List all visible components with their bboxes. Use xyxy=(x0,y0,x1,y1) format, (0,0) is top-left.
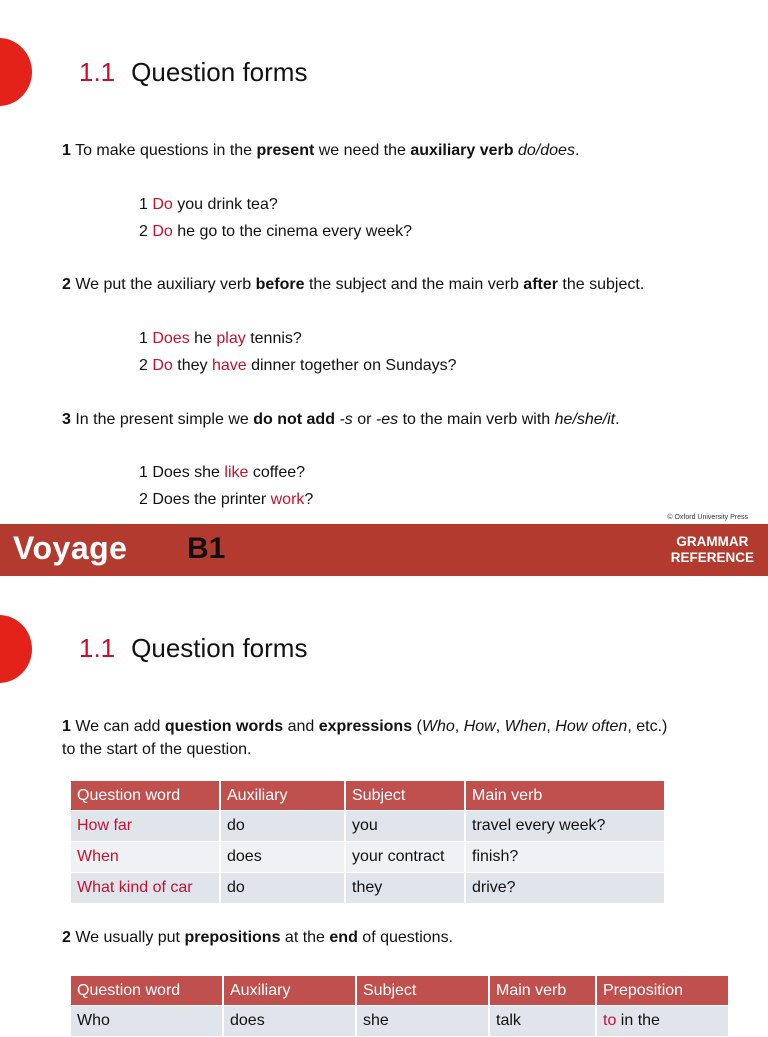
rule-text: or xyxy=(352,411,376,428)
example-text: he xyxy=(189,330,217,347)
rule-number: 3 xyxy=(62,411,71,428)
rule-keyword: auxiliary verb xyxy=(410,142,514,159)
rule-keyword: prepositions xyxy=(184,929,281,946)
example-text: tennis? xyxy=(245,330,302,347)
table-header: Preposition xyxy=(597,976,728,1005)
table-cell: do xyxy=(221,873,344,903)
rule-line xyxy=(62,715,667,738)
level-label: B1 xyxy=(187,532,226,565)
table-header: Auxiliary xyxy=(221,781,344,810)
table-row xyxy=(71,873,664,903)
table-cell: do xyxy=(221,811,344,841)
page-title xyxy=(79,57,307,88)
example-verb: work xyxy=(270,490,305,508)
rule-keyword: present xyxy=(256,142,315,159)
grammar-reference-label xyxy=(671,534,754,566)
rule-text: We usually put xyxy=(70,929,185,946)
preposition-word: to xyxy=(603,1012,617,1029)
copyright-notice: © Oxford University Press xyxy=(667,514,748,521)
prepositions-table xyxy=(69,975,730,1037)
example-line xyxy=(139,487,313,514)
table-header: Subject xyxy=(346,781,464,810)
section-title: Question forms xyxy=(131,633,308,663)
example-text: 1 Does she xyxy=(139,464,225,481)
rule-text: , xyxy=(454,718,464,735)
table-cell: What kind of car xyxy=(71,873,219,903)
section-marker-dot xyxy=(0,615,32,683)
rule-number: 1 xyxy=(62,718,71,735)
example-verb: like xyxy=(224,464,249,481)
rule-keyword: before xyxy=(255,276,305,293)
rule-text: We can add xyxy=(70,718,165,735)
rule-text: , xyxy=(546,718,556,735)
table-cell: you xyxy=(346,811,464,841)
table-row xyxy=(71,842,664,872)
table-row xyxy=(71,1006,728,1036)
rule-italic: When xyxy=(504,718,547,735)
table-row xyxy=(71,811,664,841)
example-text: you drink tea? xyxy=(172,196,278,213)
page-title xyxy=(79,633,307,664)
table-header-row xyxy=(71,781,664,810)
table-cell: your contract xyxy=(346,842,464,872)
question-words-table xyxy=(69,780,666,904)
example-auxiliary: Do xyxy=(152,356,173,374)
example-number: 1 xyxy=(139,330,153,347)
example-number: 1 xyxy=(139,196,153,213)
example-number: 2 xyxy=(139,356,153,374)
rule-text: , xyxy=(495,718,505,735)
rule-text: In the present simple we xyxy=(70,411,254,428)
rule-3 xyxy=(62,408,620,431)
example-auxiliary: Do xyxy=(152,222,173,240)
example-text: 2 Does the printer xyxy=(139,490,271,508)
rule-number: 2 xyxy=(62,929,71,946)
rule-number: 1 xyxy=(62,142,71,159)
example-number: 2 xyxy=(139,222,153,240)
example-auxiliary: Do xyxy=(152,196,173,213)
rule-text: the subject and the main verb xyxy=(304,276,524,293)
ref-line-2: REFERENCE xyxy=(670,550,754,565)
rule-italic: Who xyxy=(421,718,455,735)
rule-italic: How often xyxy=(555,718,628,735)
table-cell: drive? xyxy=(466,873,664,903)
rule-text: ( xyxy=(412,718,422,735)
ref-line-1: GRAMMAR xyxy=(676,534,749,549)
table-cell xyxy=(597,1006,728,1036)
rule-text: , etc.) xyxy=(627,718,668,735)
rule-2 xyxy=(62,273,644,296)
rule-italic: -es xyxy=(375,411,399,428)
table-header: Auxiliary xyxy=(224,976,355,1005)
rule-keyword: after xyxy=(523,276,558,293)
example-line xyxy=(139,353,457,380)
rule-italic: How xyxy=(463,718,496,735)
rule-text: . xyxy=(574,142,580,159)
section-marker-dot xyxy=(0,38,32,106)
table-header: Question word xyxy=(71,976,222,1005)
table-header: Main verb xyxy=(490,976,595,1005)
example-verb: play xyxy=(216,330,246,347)
example-verb: have xyxy=(211,356,247,374)
example-text: ? xyxy=(304,490,314,508)
rule-text: We put the auxiliary verb xyxy=(70,276,256,293)
table-cell: How far xyxy=(71,811,219,841)
rule-italic: he/she/it xyxy=(554,411,616,428)
rule-text: To make questions in the xyxy=(70,142,257,159)
brand-logo: Voyage xyxy=(13,530,128,566)
rule-1 xyxy=(62,715,667,761)
example-line xyxy=(139,326,457,353)
rule-text: to the main verb with xyxy=(398,411,555,428)
rule-1-examples xyxy=(139,192,412,245)
rule-3-examples xyxy=(139,460,313,513)
preposition-rest: in the xyxy=(616,1012,660,1029)
rule-keyword: do not add xyxy=(253,411,335,428)
rule-2-examples xyxy=(139,326,457,379)
example-line xyxy=(139,192,412,219)
table-cell: they xyxy=(346,873,464,903)
rule-keyword: question words xyxy=(164,718,284,735)
table-cell: talk xyxy=(490,1006,595,1036)
section-number: 1.1 xyxy=(79,57,116,87)
rule-text: and xyxy=(283,718,319,735)
table-cell: When xyxy=(71,842,219,872)
table-header: Subject xyxy=(357,976,488,1005)
section-number: 1.1 xyxy=(79,633,116,663)
rule-number: 2 xyxy=(62,276,71,293)
rule-text: of questions. xyxy=(357,929,454,946)
table-header: Question word xyxy=(71,781,219,810)
example-auxiliary: Does xyxy=(152,330,190,347)
table-cell: Who xyxy=(71,1006,222,1036)
table-header-row xyxy=(71,976,728,1005)
rule-text: we need the xyxy=(314,142,411,159)
table-cell: travel every week? xyxy=(466,811,664,841)
footer-band xyxy=(0,524,768,576)
example-line xyxy=(139,219,412,246)
rule-italic: do/does xyxy=(518,142,575,159)
table-cell: she xyxy=(357,1006,488,1036)
rule-text: . xyxy=(615,411,620,428)
rule-1 xyxy=(62,139,579,162)
example-line xyxy=(139,460,313,487)
rule-italic: -s xyxy=(339,411,353,428)
table-cell: does xyxy=(221,842,344,872)
example-text: they xyxy=(172,356,212,374)
section-title: Question forms xyxy=(131,57,308,87)
rule-line: to the start of the question. xyxy=(62,741,252,758)
rule-text: at the xyxy=(280,929,330,946)
rule-keyword: end xyxy=(329,929,358,946)
rule-keyword: expressions xyxy=(318,718,413,735)
example-text: he go to the cinema every week? xyxy=(172,222,413,240)
table-cell: does xyxy=(224,1006,355,1036)
example-text: dinner together on Sundays? xyxy=(246,356,457,374)
rule-text: the subject. xyxy=(557,276,645,293)
example-text: coffee? xyxy=(248,464,306,481)
rule-2 xyxy=(62,926,453,949)
table-cell: finish? xyxy=(466,842,664,872)
table-header: Main verb xyxy=(466,781,664,810)
